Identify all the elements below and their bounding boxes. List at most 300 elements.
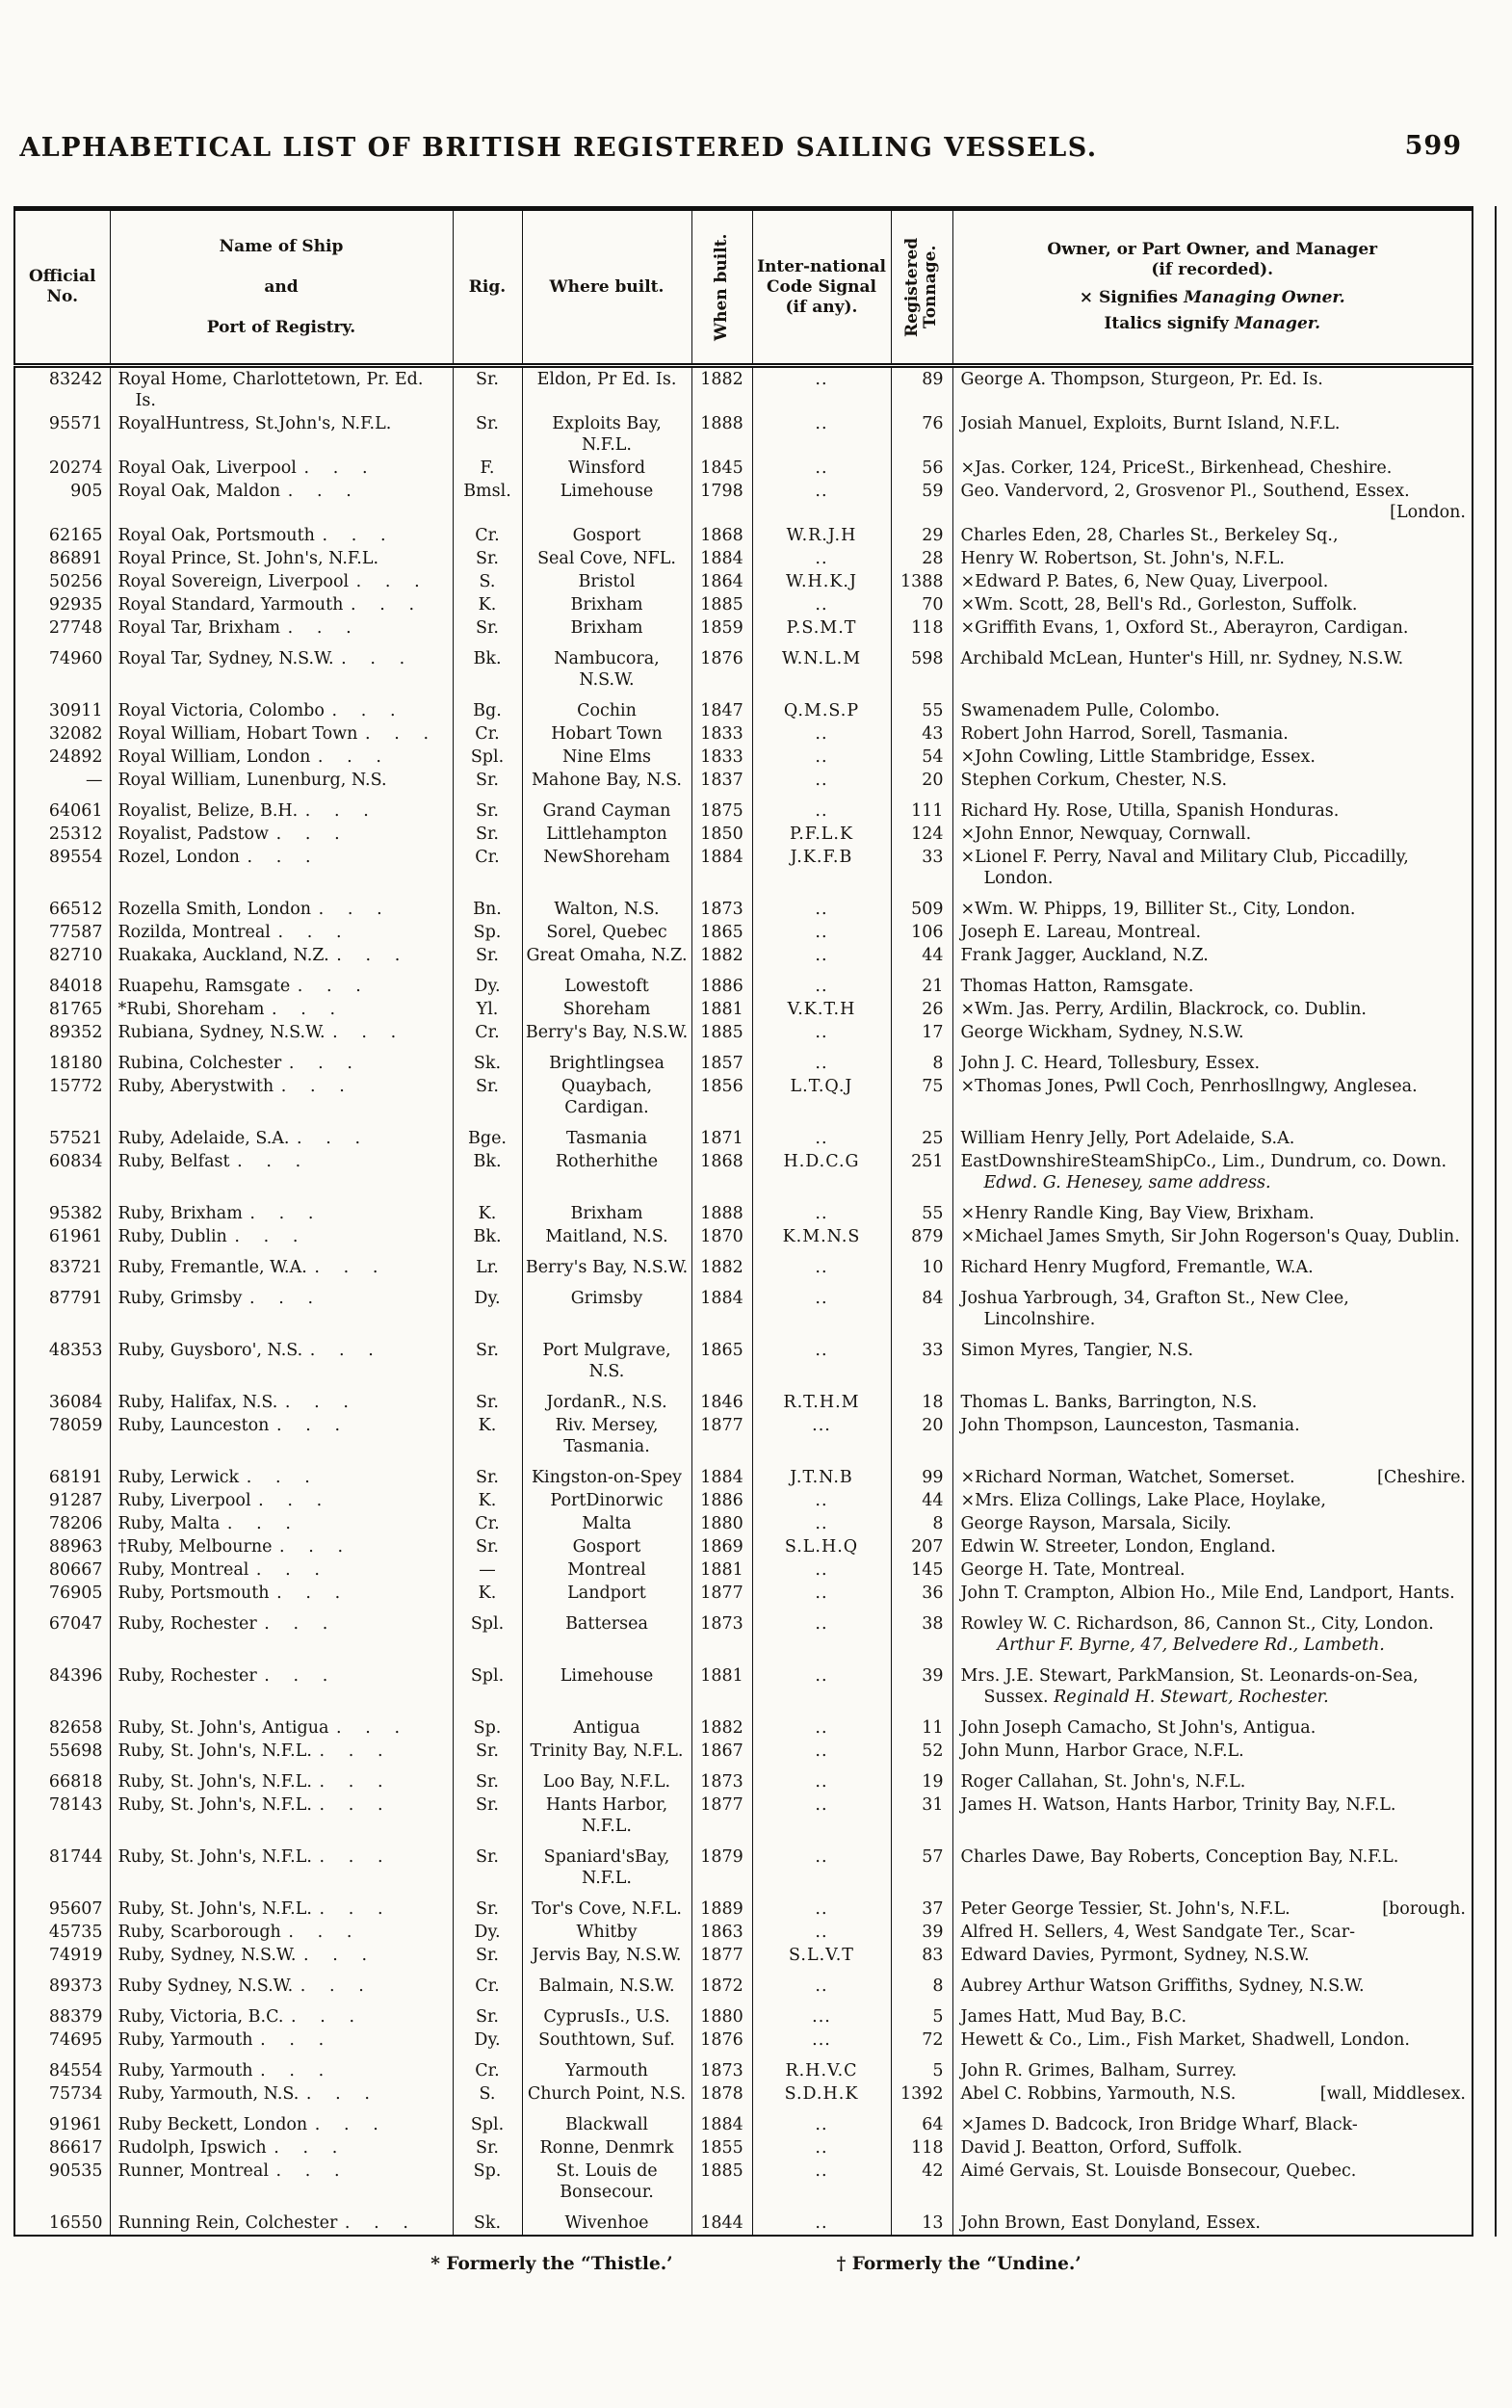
vessel-row	[14, 570, 1473, 593]
vessel-row	[14, 890, 1473, 921]
tonnage-cell: 83	[891, 1944, 952, 1967]
vessel-row	[14, 1793, 1473, 1838]
where-built-cell: Cochin	[522, 692, 691, 722]
owner-cell	[952, 944, 1473, 967]
owner-cell	[952, 366, 1473, 413]
owner-cell	[952, 593, 1473, 616]
ship-name-cell: Rozel, London . .	[110, 846, 453, 890]
ship-name-cell: Royal Home, Charlottetown, Pr. Ed. Is.	[110, 366, 453, 413]
owner-text: Roger Callahan, St. John's, N.F.L.	[960, 1772, 1246, 1792]
rig-cell: Cr.	[453, 846, 522, 890]
official-no-cell: 55698	[14, 1740, 110, 1763]
when-built-cell: 1870	[691, 1225, 752, 1248]
code-signal-cell: ...	[752, 1414, 891, 1458]
rig-cell: Sr.	[453, 1838, 522, 1890]
ship-name-cell: Royal Sovereign, Liverpool . .	[110, 570, 453, 593]
owner-cell	[952, 1890, 1473, 1921]
ship-name-cell: Ruby, Brixham . .	[110, 1194, 453, 1225]
when-built-cell: 1882	[691, 944, 752, 967]
tonnage-cell: 36	[891, 1582, 952, 1605]
where-built-cell: St. Louis de Bonsecour.	[522, 2159, 691, 2204]
when-built-cell: 1873	[691, 890, 752, 921]
rig-cell: Sr.	[453, 1740, 522, 1763]
when-built-cell: 1869	[691, 1535, 752, 1558]
rig-cell: Bk.	[453, 1150, 522, 1194]
code-signal-cell: P.F.L.K	[752, 823, 891, 846]
tonnage-cell: 509	[891, 890, 952, 921]
vessel-row	[14, 1489, 1473, 1512]
where-built-cell: Hants Harbor, N.F.L.	[522, 1793, 691, 1838]
rig-cell: Sp.	[453, 2159, 522, 2204]
page-number: 599	[1404, 131, 1462, 161]
official-no-cell: 86617	[14, 2136, 110, 2159]
owner-text: Joshua Yarbrough, 34, Grafton St., New Clee, Lincolnshire.	[960, 1289, 1349, 1329]
owner-cell	[952, 1119, 1473, 1150]
rig-cell: F.	[453, 457, 522, 480]
code-signal-cell: ..	[752, 1740, 891, 1763]
where-built-cell: Exploits Bay, N.F.L.	[522, 412, 691, 457]
vessel-row	[14, 1657, 1473, 1709]
code-signal-cell: ..	[752, 1605, 891, 1657]
owner-cell	[952, 1150, 1473, 1194]
official-no-cell: 45735	[14, 1921, 110, 1944]
rig-cell: Sr.	[453, 366, 522, 413]
rig-cell: Sr.	[453, 1944, 522, 1967]
code-signal-cell: ..	[752, 1279, 891, 1331]
owner-cell	[952, 1414, 1473, 1458]
code-signal-cell: ..	[752, 366, 891, 413]
code-signal-cell: ..	[752, 547, 891, 570]
when-built-cell: 1845	[691, 457, 752, 480]
ship-name-cell: Ruby, Rochester . .	[110, 1657, 453, 1709]
vessel-row	[14, 846, 1473, 890]
owner-text: Geo. Vandervord, 2, Grosvenor Pl., Southend, Essex.	[960, 482, 1410, 501]
tonnage-cell: 1392	[891, 2082, 952, 2106]
when-built-cell: 1844	[691, 2204, 752, 2236]
ship-name-cell: Ruby, Belfast . .	[110, 1150, 453, 1194]
when-built-cell: 1884	[691, 1279, 752, 1331]
ship-name-cell: Ruby, Sydney, N.S.W. . .	[110, 1944, 453, 1967]
where-built-cell: Kingston-on-Spey	[522, 1458, 691, 1489]
vessel-row	[14, 1458, 1473, 1489]
vessel-row	[14, 640, 1473, 692]
code-signal-cell: ..	[752, 2159, 891, 2204]
ship-name-cell: Rozella Smith, London . .	[110, 890, 453, 921]
ship-name-cell: Ruby, Scarborough . .	[110, 1921, 453, 1944]
ship-name-cell: Royal Tar, Brixham . .	[110, 616, 453, 640]
tonnage-cell: 84	[891, 1279, 952, 1331]
owner-cell	[952, 792, 1473, 823]
rig-cell: Sr.	[453, 823, 522, 846]
footnote-thistle: * Formerly the “Thistle.’	[430, 2254, 673, 2274]
tonnage-cell: 879	[891, 1225, 952, 1248]
where-built-cell: Maitland, N.S.	[522, 1225, 691, 1248]
where-built-cell: Hobart Town	[522, 722, 691, 746]
owner-cell	[952, 1331, 1473, 1383]
code-signal-cell: ..	[752, 1331, 891, 1383]
when-built-cell: 1871	[691, 1119, 752, 1150]
owner-text: Charles Dawe, Bay Roberts, Conception Bay, N.F.L.	[960, 1847, 1399, 1867]
rig-cell: S.	[453, 570, 522, 593]
owner-cell	[952, 967, 1473, 998]
ship-name-cell: Ruby, Yarmouth . .	[110, 2028, 453, 2052]
vessel-row	[14, 480, 1473, 524]
where-built-cell: Tor's Cove, N.F.L.	[522, 1890, 691, 1921]
vessel-row	[14, 1225, 1473, 1248]
owner-text: EastDownshireSteamShipCo., Lim., Dundrum, co. Down.	[960, 1152, 1447, 1171]
official-no-cell: 905	[14, 480, 110, 524]
official-no-cell: 66512	[14, 890, 110, 921]
rig-cell: Cr.	[453, 524, 522, 547]
rig-cell: Spl.	[453, 1605, 522, 1657]
tonnage-cell: 57	[891, 1838, 952, 1890]
owner-cell	[952, 846, 1473, 890]
rig-cell: Sr.	[453, 616, 522, 640]
owner-text: ×Jas. Corker, 124, PriceSt., Birkenhead, Cheshire.	[960, 458, 1393, 478]
owner-cell	[952, 2136, 1473, 2159]
owner-cell	[952, 2028, 1473, 2052]
tonnage-cell: 251	[891, 1150, 952, 1194]
official-no-cell: 48353	[14, 1331, 110, 1383]
where-built-cell: Southtown, Suf.	[522, 2028, 691, 2052]
where-built-cell: Brightlingsea	[522, 1044, 691, 1075]
where-built-cell: Trinity Bay, N.F.L.	[522, 1740, 691, 1763]
owner-cell	[952, 524, 1473, 547]
owner-cell	[952, 1605, 1473, 1657]
code-signal-cell: ..	[752, 944, 891, 967]
owner-text: James H. Watson, Hants Harbor, Trinity Bay, N.F.L.	[960, 1795, 1396, 1815]
where-built-cell: Rotherhithe	[522, 1150, 691, 1194]
rig-cell: Sr.	[453, 412, 522, 457]
owner-text: George Wickham, Sydney, N.S.W.	[960, 1023, 1244, 1042]
owner-text: ×Henry Randle King, Bay View, Brixham.	[960, 1204, 1315, 1223]
rig-cell: Sr.	[453, 1793, 522, 1838]
tonnage-cell: 89	[891, 366, 952, 413]
where-built-cell: CyprusIs., U.S.	[522, 1998, 691, 2028]
owner-text: William Henry Jelly, Port Adelaide, S.A.	[960, 1129, 1295, 1148]
ship-name-cell: Ruapehu, Ramsgate . .	[110, 967, 453, 998]
owner-cell	[952, 1921, 1473, 1944]
vessel-row	[14, 412, 1473, 457]
code-signal-cell: ..	[752, 480, 891, 524]
tonnage-cell: 59	[891, 480, 952, 524]
vessel-row	[14, 1838, 1473, 1890]
when-built-cell: 1875	[691, 792, 752, 823]
official-no-cell: 76905	[14, 1582, 110, 1605]
when-built-cell: 1884	[691, 846, 752, 890]
when-built-cell: 1884	[691, 2106, 752, 2136]
ship-name-cell: Royal William, London . .	[110, 746, 453, 769]
when-built-cell: 1850	[691, 823, 752, 846]
ship-name-cell: Royal Oak, Maldon . .	[110, 480, 453, 524]
code-signal-cell: ..	[752, 967, 891, 998]
where-built-cell: Brixham	[522, 1194, 691, 1225]
when-built-cell: 1876	[691, 2028, 752, 2052]
rig-cell: Sk.	[453, 1044, 522, 1075]
code-signal-cell: ..	[752, 1044, 891, 1075]
tonnage-cell: 207	[891, 1535, 952, 1558]
vessel-row	[14, 2159, 1473, 2204]
where-built-cell: Walton, N.S.	[522, 890, 691, 921]
where-built-cell: Balmain, N.S.W.	[522, 1967, 691, 1998]
ship-name-cell: Royal William, Lunenburg, N.S.	[110, 769, 453, 792]
code-signal-cell: ..	[752, 2106, 891, 2136]
where-built-cell: Bristol	[522, 570, 691, 593]
vessel-row	[14, 692, 1473, 722]
owner-text: ×John Cowling, Little Stambridge, Essex.	[960, 747, 1316, 767]
where-built-cell: Tasmania	[522, 1119, 691, 1150]
owner-cell	[952, 1194, 1473, 1225]
vessel-row	[14, 2204, 1473, 2236]
official-no-cell: 81765	[14, 998, 110, 1021]
col-name-line1: Name of Ship	[219, 236, 344, 256]
ship-name-cell: Runner, Montreal . .	[110, 2159, 453, 2204]
vessel-row	[14, 524, 1473, 547]
col-name-line3: Port of Registry.	[206, 317, 356, 337]
vessel-row	[14, 1331, 1473, 1383]
vessel-row	[14, 1740, 1473, 1763]
official-no-cell: 67047	[14, 1605, 110, 1657]
code-signal-cell: ..	[752, 1119, 891, 1150]
owner-cell	[952, 2204, 1473, 2236]
tonnage-cell: 124	[891, 823, 952, 846]
official-no-cell: 24892	[14, 746, 110, 769]
where-built-cell: Port Mulgrave, N.S.	[522, 1331, 691, 1383]
when-built-cell: 1888	[691, 1194, 752, 1225]
tonnage-cell: 17	[891, 1021, 952, 1044]
code-signal-cell: ..	[752, 1709, 891, 1740]
when-built-cell: 1881	[691, 1558, 752, 1582]
tonnage-cell: 25	[891, 1119, 952, 1150]
col-rig: Rig.	[453, 209, 522, 366]
when-built-cell: 1856	[691, 1075, 752, 1119]
official-no-cell: 64061	[14, 792, 110, 823]
where-built-cell: Eldon, Pr Ed. Is.	[522, 366, 691, 413]
catchword-text: [Cheshire.	[1377, 1468, 1466, 1487]
owner-cell	[952, 1740, 1473, 1763]
owner-text: Henry W. Robertson, St. John's, N.F.L.	[960, 549, 1285, 568]
rig-cell: Sr.	[453, 547, 522, 570]
vessel-row	[14, 457, 1473, 480]
tonnage-cell: 55	[891, 692, 952, 722]
ship-name-cell: Ruby Beckett, London . .	[110, 2106, 453, 2136]
vessel-table	[13, 206, 1473, 2237]
official-no-cell: 95607	[14, 1890, 110, 1921]
vessel-row	[14, 1248, 1473, 1279]
rig-cell: Sr.	[453, 1075, 522, 1119]
official-no-cell: 89352	[14, 1021, 110, 1044]
vessel-row	[14, 1558, 1473, 1582]
owner-cell	[952, 1944, 1473, 1967]
official-no-cell: 62165	[14, 524, 110, 547]
official-no-cell: 36084	[14, 1383, 110, 1414]
owner-cell	[952, 1044, 1473, 1075]
owner-text: ×Thomas Jones, Pwll Coch, Penrhosllngwy, Anglesea.	[960, 1077, 1418, 1096]
when-built-cell: 1837	[691, 769, 752, 792]
owner-text: Josiah Manuel, Exploits, Burnt Island, N.F.L.	[960, 414, 1341, 433]
owner-cell	[952, 1657, 1473, 1709]
col-owner-line2: (if recorded).	[1151, 260, 1274, 279]
code-signal-cell: ..	[752, 890, 891, 921]
code-signal-cell: ..	[752, 1890, 891, 1921]
masthead	[0, 0, 1512, 200]
where-built-cell: PortDinorwic	[522, 1489, 691, 1512]
tonnage-cell: 31	[891, 1793, 952, 1838]
when-built-cell: 1877	[691, 1944, 752, 1967]
owner-cell	[952, 412, 1473, 457]
ship-name-cell: Rubina, Colchester . .	[110, 1044, 453, 1075]
rig-cell: Yl.	[453, 998, 522, 1021]
code-signal-cell: K.M.N.S	[752, 1225, 891, 1248]
when-built-cell: 1877	[691, 1582, 752, 1605]
official-no-cell: 82710	[14, 944, 110, 967]
owner-cell	[952, 640, 1473, 692]
col-registered-tonnage	[891, 209, 952, 366]
owner-text: John Brown, East Donyland, Essex.	[960, 2213, 1261, 2233]
tonnage-cell: 72	[891, 2028, 952, 2052]
ship-name-cell: Ruby, Dublin . .	[110, 1225, 453, 1248]
col-registered-tonnage-label: Registered Tonnage.	[902, 237, 940, 337]
code-signal-cell: W.R.J.H	[752, 524, 891, 547]
rig-cell: Cr.	[453, 1967, 522, 1998]
manager-text: Arthur F. Byrne, 47, Belvedere Rd., Lambeth.	[997, 1636, 1385, 1655]
owner-text: George H. Tate, Montreal.	[960, 1560, 1186, 1580]
rig-cell: Spl.	[453, 1657, 522, 1709]
where-built-cell: Battersea	[522, 1605, 691, 1657]
official-no-cell: 66818	[14, 1763, 110, 1793]
official-no-cell: 84554	[14, 2052, 110, 2082]
ship-name-cell: Ruby Sydney, N.S.W. . .	[110, 1967, 453, 1998]
when-built-cell: 1872	[691, 1967, 752, 1998]
rig-cell: Sr.	[453, 1763, 522, 1793]
when-built-cell: 1855	[691, 2136, 752, 2159]
owner-cell	[952, 1279, 1473, 1331]
official-no-cell: 86891	[14, 547, 110, 570]
owner-text: ×James D. Badcock, Iron Bridge Wharf, Black-	[960, 2115, 1358, 2134]
tonnage-cell: 55	[891, 1194, 952, 1225]
when-built-cell: 1888	[691, 412, 752, 457]
page-title: ALPHABETICAL LIST OF BRITISH REGISTERED SAILING VESSELS.	[19, 133, 1098, 163]
vessel-row	[14, 2082, 1473, 2106]
rig-cell: K.	[453, 1194, 522, 1225]
ship-name-cell: Ruby, Aberystwith . .	[110, 1075, 453, 1119]
rig-cell: Cr.	[453, 2052, 522, 2082]
ship-name-cell: Ruby, Montreal . .	[110, 1558, 453, 1582]
official-no-cell: 89554	[14, 846, 110, 890]
tonnage-cell: 118	[891, 616, 952, 640]
ship-name-cell: Ruby, St. John's, N.F.L. . .	[110, 1763, 453, 1793]
official-no-cell: 20274	[14, 457, 110, 480]
code-signal-cell: ..	[752, 1194, 891, 1225]
where-built-cell: Malta	[522, 1512, 691, 1535]
ship-name-cell: Royal Tar, Sydney, N.S.W. . .	[110, 640, 453, 692]
where-built-cell: Brixham	[522, 616, 691, 640]
where-built-cell: Ronne, Denmrk	[522, 2136, 691, 2159]
owner-text: Hewett & Co., Lim., Fish Market, Shadwell, London.	[960, 2030, 1410, 2050]
where-built-cell: Seal Cove, NFL.	[522, 547, 691, 570]
official-no-cell: 92935	[14, 593, 110, 616]
owner-text: Charles Eden, 28, Charles St., Berkeley Sq.,	[960, 526, 1339, 545]
rig-cell: Sr.	[453, 1535, 522, 1558]
official-no-cell: 74919	[14, 1944, 110, 1967]
rig-cell: Lr.	[453, 1248, 522, 1279]
owner-text: Peter George Tessier, St. John's, N.F.L.	[960, 1899, 1290, 1919]
rig-cell: Sr.	[453, 944, 522, 967]
owner-text: John Thompson, Launceston, Tasmania.	[960, 1416, 1300, 1435]
owner-text: ×Wm. W. Phipps, 19, Billiter St., City, London.	[960, 900, 1356, 919]
owner-text: John J. C. Heard, Tollesbury, Essex.	[960, 1054, 1261, 1073]
ship-name-cell: Ruby, Yarmouth, N.S. . .	[110, 2082, 453, 2106]
ship-name-cell: Ruby, Launceston . .	[110, 1414, 453, 1458]
official-no-cell: 91961	[14, 2106, 110, 2136]
ship-name-cell: Ruby, St. John's, N.F.L. . .	[110, 1740, 453, 1763]
rig-cell: Sp.	[453, 921, 522, 944]
owner-text: Abel C. Robbins, Yarmouth, N.S.	[960, 2084, 1237, 2104]
code-signal-cell: W.H.K.J	[752, 570, 891, 593]
where-built-cell: Loo Bay, N.F.L.	[522, 1763, 691, 1793]
where-built-cell: Sorel, Quebec	[522, 921, 691, 944]
tonnage-cell: 13	[891, 2204, 952, 2236]
rig-cell: Cr.	[453, 722, 522, 746]
when-built-cell: 1865	[691, 1331, 752, 1383]
owner-text: ×Michael James Smyth, Sir John Rogerson's Quay, Dublin.	[960, 1227, 1460, 1246]
ship-name-cell: Ruby, Yarmouth . .	[110, 2052, 453, 2082]
when-built-cell: 1864	[691, 570, 752, 593]
ship-name-cell: Running Rein, Colchester . .	[110, 2204, 453, 2236]
official-no-cell: 84396	[14, 1657, 110, 1709]
code-signal-cell: P.S.M.T	[752, 616, 891, 640]
when-built-cell: 1868	[691, 1150, 752, 1194]
owner-text: Edwin W. Streeter, London, England.	[960, 1537, 1276, 1557]
rig-cell: Sk.	[453, 2204, 522, 2236]
code-signal-cell: ..	[752, 2204, 891, 2236]
tonnage-cell: 118	[891, 2136, 952, 2159]
when-built-cell: 1879	[691, 1838, 752, 1890]
vessel-table-header	[14, 209, 1473, 366]
ship-name-cell: Rozilda, Montreal . .	[110, 921, 453, 944]
owner-text: Robert John Harrod, Sorell, Tasmania.	[960, 724, 1289, 744]
vessel-row	[14, 1044, 1473, 1075]
tonnage-cell: 20	[891, 1414, 952, 1458]
when-built-cell: 1873	[691, 2052, 752, 2082]
ship-name-cell: Rudolph, Ipswich . .	[110, 2136, 453, 2159]
vessel-row	[14, 1535, 1473, 1558]
rig-cell: K.	[453, 1489, 522, 1512]
official-no-cell: 75734	[14, 2082, 110, 2106]
rig-cell: Sr.	[453, 1458, 522, 1489]
tonnage-cell: 28	[891, 547, 952, 570]
code-signal-cell: ...	[752, 2028, 891, 2052]
code-signal-cell: ..	[752, 1582, 891, 1605]
rig-cell: Spl.	[453, 2106, 522, 2136]
owner-cell	[952, 1489, 1473, 1512]
owner-text: ×Lionel F. Perry, Naval and Military Club, Piccadilly, London.	[960, 848, 1409, 888]
tonnage-cell: 598	[891, 640, 952, 692]
tonnage-cell: 70	[891, 593, 952, 616]
code-signal-cell: ..	[752, 1967, 891, 1998]
tonnage-cell: 5	[891, 2052, 952, 2082]
when-built-cell: 1878	[691, 2082, 752, 2106]
tonnage-cell: 20	[891, 769, 952, 792]
where-built-cell: JordanR., N.S.	[522, 1383, 691, 1414]
where-built-cell: Gosport	[522, 524, 691, 547]
official-no-cell: 15772	[14, 1075, 110, 1119]
owner-text: Thomas Hatton, Ramsgate.	[960, 977, 1194, 996]
where-built-cell: Montreal	[522, 1558, 691, 1582]
tonnage-cell: 10	[891, 1248, 952, 1279]
ship-name-cell: Royal Victoria, Colombo . .	[110, 692, 453, 722]
code-signal-cell: ..	[752, 921, 891, 944]
